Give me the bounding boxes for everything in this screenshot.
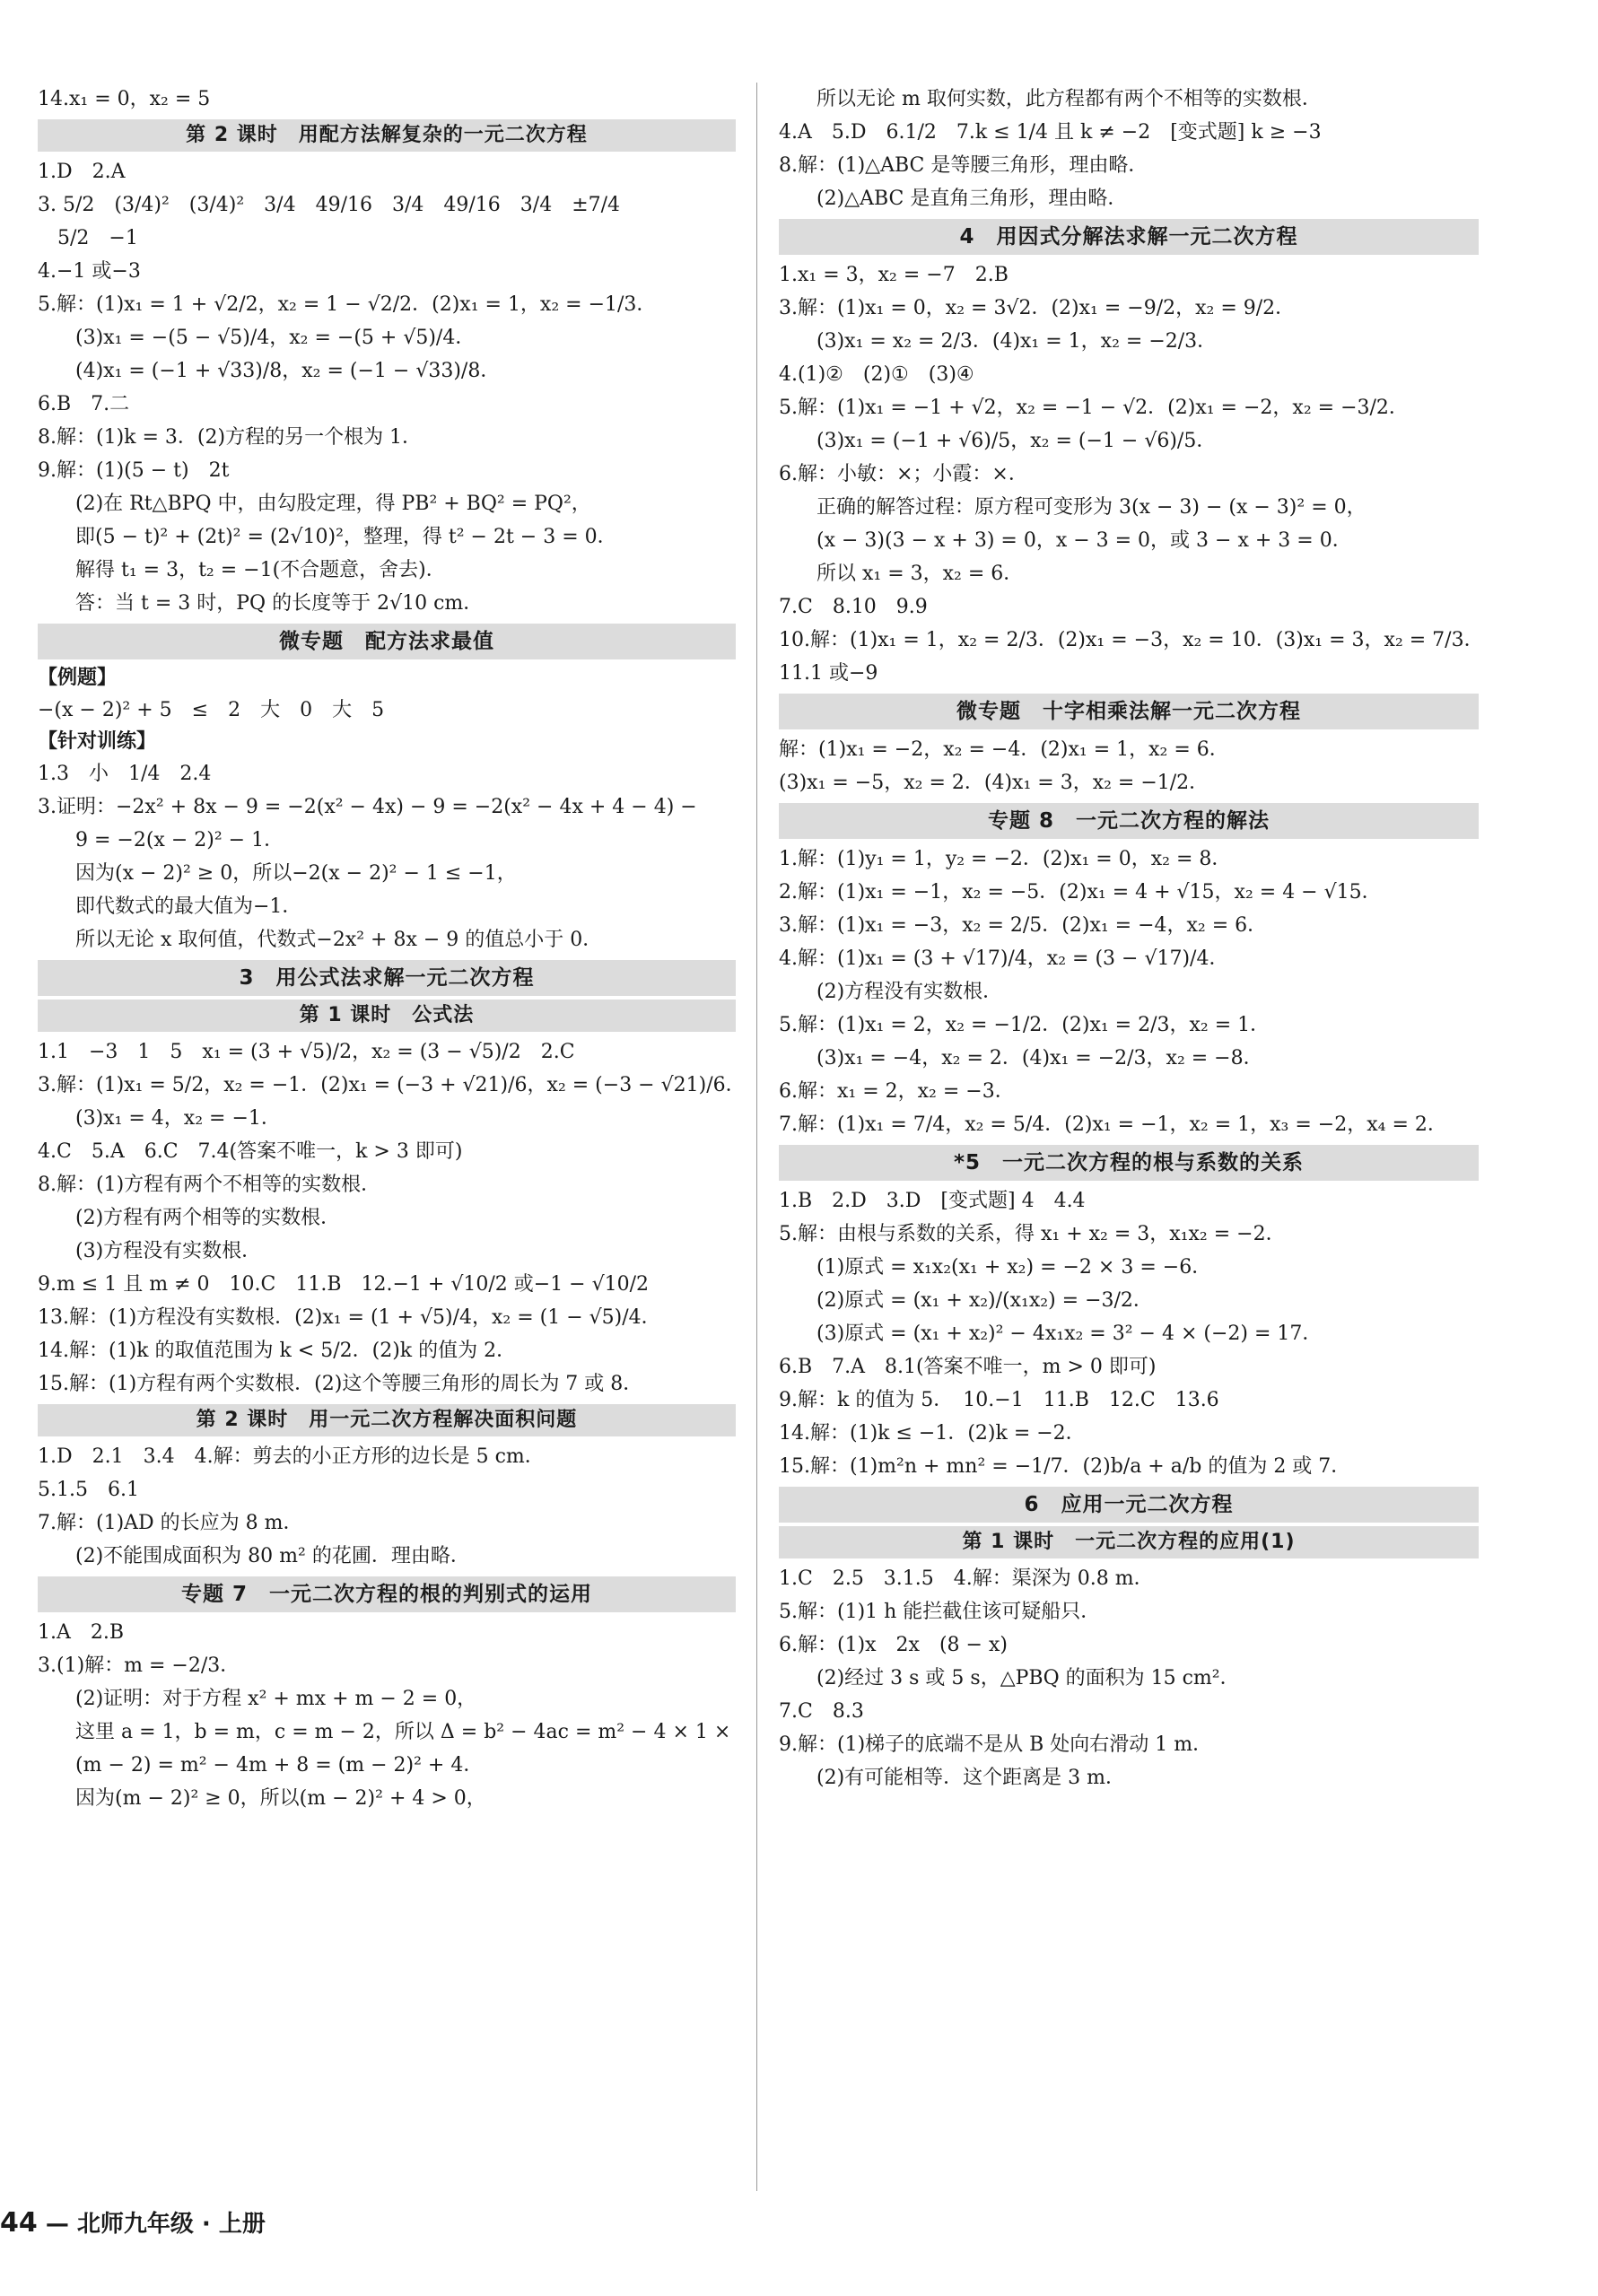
answer-line: 7.解：(1)x₁ = 7/4，x₂ = 5/4．(2)x₁ = −1，x₂ = 1，x₃ = −2，x₄ = 2． [779,1113,1447,1136]
answer-line: (3)原式 = (x₁ + x₂)² − 4x₁x₂ = 3² − 4 × (−2) = 17． [816,1323,1323,1345]
answer-line: 13.解：(1)方程没有实数根．(2)x₁ = (1 + √5)/4，x₂ = (1 − √5)/4． [38,1306,661,1329]
answer-line: 5.解：(1)x₁ = −1 + √2，x₂ = −1 − √2．(2)x₁ = −2，x₂ = −3/2． [779,397,1409,419]
answer-line: 6.解：x₁ = 2，x₂ = −3． [779,1080,1015,1103]
footer-dash: — [45,2211,69,2238]
answer-line: 因为(m − 2)² ≥ 0，所以(m − 2)² + 4 > 0， [75,1787,486,1810]
answer-line: 即代数式的最大值为−1． [75,895,302,918]
answer-line: (2)方程没有实数根． [816,981,1003,1003]
answer-line: 即(5 − t)² + (2t)² = (2√10)²，整理，得 t² − 2t − 3 = 0． [75,526,617,548]
answer-line: (2)△ABC 是直角三角形，理由略． [816,188,1128,210]
answer-line: 5.解：(1)x₁ = 2，x₂ = −1/2．(2)x₁ = 2/3，x₂ = 1． [779,1014,1271,1036]
answer-line: (2)不能围成面积为 80 m² 的花圃．理由略． [75,1545,470,1567]
answer-line: 3. 5/2 (3/4)² (3/4)² 3/4 49/16 3/4 49/16 3/4 ±7/4 [38,194,621,216]
answer-line: 8.解：(1)k = 3．(2)方程的另一个根为 1． [38,426,423,449]
answer-line: 5.解：由根与系数的关系，得 x₁ + x₂ = 3，x₁x₂ = −2． [779,1223,1286,1245]
answer-line: 7.解：(1)AD 的长应为 8 m． [38,1512,303,1534]
answer-line: 1.1 −3 1 5 x₁ = (3 + √5)/2，x₂ = (3 − √5)/2 2.C [38,1041,575,1063]
column-divider [756,83,757,2191]
answer-line: 11.1 或−9 [779,662,878,685]
lesson-heading: 第 2 课时 用配方法解复杂的一元二次方程 [38,119,736,152]
answer-line: 3.证明：−2x² + 8x − 9 = −2(x² − 4x) − 9 = −2(x² − 4x + 4 − 4) − [38,796,697,818]
answer-line: (2)有可能相等．这个距离是 3 m． [816,1767,1126,1789]
answer-line: 8.解：(1)△ABC 是等腰三角形，理由略． [779,154,1148,177]
right-column [779,83,1484,1794]
answer-line: 2.解：(1)x₁ = −1，x₂ = −5．(2)x₁ = 4 + √15，x₂ = 4 − √15． [779,881,1382,904]
answer-line: 9.解：(1)梯子的底端不是从 B 处向右滑动 1 m． [779,1733,1213,1756]
answer-line: (2)原式 = (x₁ + x₂)/(x₁x₂) = −3/2． [816,1289,1153,1312]
answer-line: (2)方程有两个相等的实数根． [75,1207,341,1229]
answer-line: 3.(1)解：m = −2/3． [38,1654,240,1677]
page-number: 44 [0,2207,38,2239]
answer-line: 6.B 7.二 [38,393,130,415]
label-tag: 【针对训练】 [38,730,157,753]
answer-line: (3)x₁ = −(5 − √5)/4，x₂ = −(5 + √5)/4． [75,327,476,349]
answer-line: 这里 a = 1，b = m，c = m − 2，所以 Δ = b² − 4ac = m² − 4 × 1 × [75,1721,731,1743]
answer-line: 14.x₁ = 0，x₂ = 5 [38,88,211,110]
answer-line: 9.解：k 的值为 5． 10.−1 11.B 12.C 13.6 [779,1389,1219,1411]
lesson-heading: 第 1 课时 一元二次方程的应用(1) [779,1526,1479,1558]
answer-line: 7.C 8.10 9.9 [779,596,928,618]
answer-line: 5.解：(1)1 h 能拦截住该可疑船只． [779,1601,1101,1623]
answer-line: 3.解：(1)x₁ = −3，x₂ = 2/5．(2)x₁ = −4，x₂ = 6． [779,914,1268,937]
answer-line: 解得 t₁ = 3，t₂ = −1(不合题意，舍去)． [75,559,446,581]
answer-line: 1.B 2.D 3.D [变式题] 4 4.4 [779,1190,1086,1212]
answer-line: 答：当 t = 3 时，PQ 的长度等于 2√10 cm． [75,592,484,615]
answer-line: 10.解：(1)x₁ = 1，x₂ = 2/3．(2)x₁ = −3，x₂ = 10．(3)x₁ = 3，x₂ = 7/3． [779,629,1484,651]
left-column [38,83,746,1815]
book-title: 北师九年级 · 上册 [76,2211,266,2238]
answer-line: 4.解：(1)x₁ = (3 + √17)/4，x₂ = (3 − √17)/4． [779,947,1229,970]
page-footer [0,2205,266,2239]
answer-line: 3.解：(1)x₁ = 0，x₂ = 3√2．(2)x₁ = −9/2，x₂ = 9/2． [779,297,1296,319]
answer-line: (3)方程没有实数根． [75,1240,262,1262]
answer-line: 9.m ≤ 1 且 m ≠ 0 10.C 11.B 12.−1 + √10/2 或−1 − √10/2 [38,1273,650,1296]
answer-line: (3)x₁ = −5，x₂ = 2．(4)x₁ = 3，x₂ = −1/2． [779,772,1209,794]
answer-line: 3.解：(1)x₁ = 5/2，x₂ = −1．(2)x₁ = (−3 + √21)/6，x₂ = (−3 − √21)/6． [38,1074,746,1096]
answer-line: 1.D 2.A [38,161,126,183]
answer-line: 1.D 2.1 3.4 4.解：剪去的小正方形的边长是 5 cm． [38,1445,545,1468]
answer-line: 所以无论 m 取何实数，此方程都有两个不相等的实数根． [816,88,1322,110]
section-heading: 专题 8 一元二次方程的解法 [779,803,1479,839]
answer-line: (3)x₁ = x₂ = 2/3．(4)x₁ = 1，x₂ = −2/3． [816,330,1218,353]
answer-line: 4.A 5.D 6.1/2 7.k ≤ 1/4 且 k ≠ −2 [变式题] k ≥ −3 [779,121,1322,144]
answer-line: 4.−1 或−3 [38,260,141,283]
section-heading: 3 用公式法求解一元二次方程 [38,960,736,996]
answer-line: 14.解：(1)k ≤ −1．(2)k = −2． [779,1422,1086,1445]
section-heading: 专题 7 一元二次方程的根的判别式的运用 [38,1576,736,1612]
section-heading: 6 应用一元二次方程 [779,1487,1479,1523]
section-heading: 微专题 配方法求最值 [38,624,736,659]
answer-line: 6.解：(1)x 2x (8 − x) [779,1634,1008,1656]
answer-line: 9 = −2(x − 2)² − 1． [75,829,284,851]
answer-line: 5/2 −1 [38,227,138,249]
answer-line: (2)在 Rt△BPQ 中，由勾股定理，得 PB² + BQ² = PQ²， [75,493,591,515]
answer-line: 15.解：(1)方程有两个实数根．(2)这个等腰三角形的周长为 7 或 8． [38,1373,643,1395]
answer-line: 7.C 8.3 [779,1700,864,1723]
answer-line: (x − 3)(3 − x + 3) = 0，x − 3 = 0，或 3 − x + 3 = 0． [816,529,1352,552]
section-heading: 4 用因式分解法求解一元二次方程 [779,219,1479,255]
answer-line: 5.1.5 6.1 [38,1479,139,1501]
answer-line: 14.解：(1)k 的取值范围为 k < 5/2．(2)k 的值为 2． [38,1340,517,1362]
answer-line: 4.C 5.A 6.C 7.4(答案不唯一，k > 3 即可) [38,1140,463,1163]
answer-line: −(x − 2)² + 5 ≤ 2 大 0 大 5 [38,699,385,721]
lesson-heading: 第 2 课时 用一元二次方程解决面积问题 [38,1404,736,1436]
answer-line: 4.(1)② (2)① (3)④ [779,363,974,386]
answer-line: (2)经过 3 s 或 5 s，△PBQ 的面积为 15 cm²． [816,1667,1240,1689]
answer-line: 1.C 2.5 3.1.5 4.解：渠深为 0.8 m． [779,1567,1154,1590]
answer-line: 6.B 7.A 8.1(答案不唯一，m > 0 即可) [779,1356,1157,1378]
answer-line: (3)x₁ = −4，x₂ = 2．(4)x₁ = −2/3，x₂ = −8． [816,1047,1263,1069]
answer-line: 8.解：(1)方程有两个不相等的实数根． [38,1174,381,1196]
answer-line: 因为(x − 2)² ≥ 0，所以−2(x − 2)² − 1 ≤ −1， [75,862,517,885]
answer-line: 15.解：(1)m²n + mn² = −1/7．(2)b/a + a/b 的值为 2 或 7． [779,1455,1351,1478]
answer-line: 1.x₁ = 3，x₂ = −7 2.B [779,264,1009,286]
answer-line: (3)x₁ = 4，x₂ = −1． [75,1107,281,1130]
answer-line: 1.A 2.B [38,1621,125,1644]
answer-line: (3)x₁ = (−1 + √6)/5，x₂ = (−1 − √6)/5． [816,430,1217,452]
answer-line: 正确的解答过程：原方程可变形为 3(x − 3) − (x − 3)² = 0， [816,496,1367,519]
label-tag: 【例题】 [38,667,118,689]
answer-line: 1.3 小 1/4 2.4 [38,763,212,785]
answer-line: 所以无论 x 取何值，代数式−2x² + 8x − 9 的值总小于 0． [75,929,603,951]
answer-line: (m − 2) = m² − 4m + 8 = (m − 2)² + 4． [75,1754,484,1777]
answer-line: (1)原式 = x₁x₂(x₁ + x₂) = −2 × 3 = −6． [816,1256,1212,1279]
section-heading: 微专题 十字相乘法解一元二次方程 [779,694,1479,729]
answer-line: (2)证明：对于方程 x² + mx + m − 2 = 0， [75,1688,477,1710]
lesson-heading: 第 1 课时 公式法 [38,1000,736,1032]
answer-line: 所以 x₁ = 3，x₂ = 6． [816,563,1024,585]
answer-line: (4)x₁ = (−1 + √33)/8，x₂ = (−1 − √33)/8． [75,360,501,382]
answer-line: 6.解：小敏：×；小霞：×． [779,463,1028,485]
answer-line: 9.解：(1)(5 − t) 2t [38,459,230,482]
answer-line: 1.解：(1)y₁ = 1，y₂ = −2．(2)x₁ = 0，x₂ = 8． [779,848,1232,870]
answer-line: 解：(1)x₁ = −2，x₂ = −4．(2)x₁ = 1，x₂ = 6． [779,738,1229,761]
answer-line: 5.解：(1)x₁ = 1 + √2/2，x₂ = 1 − √2/2．(2)x₁ = 1，x₂ = −1/3． [38,293,657,316]
section-heading: *5 一元二次方程的根与系数的关系 [779,1145,1479,1181]
